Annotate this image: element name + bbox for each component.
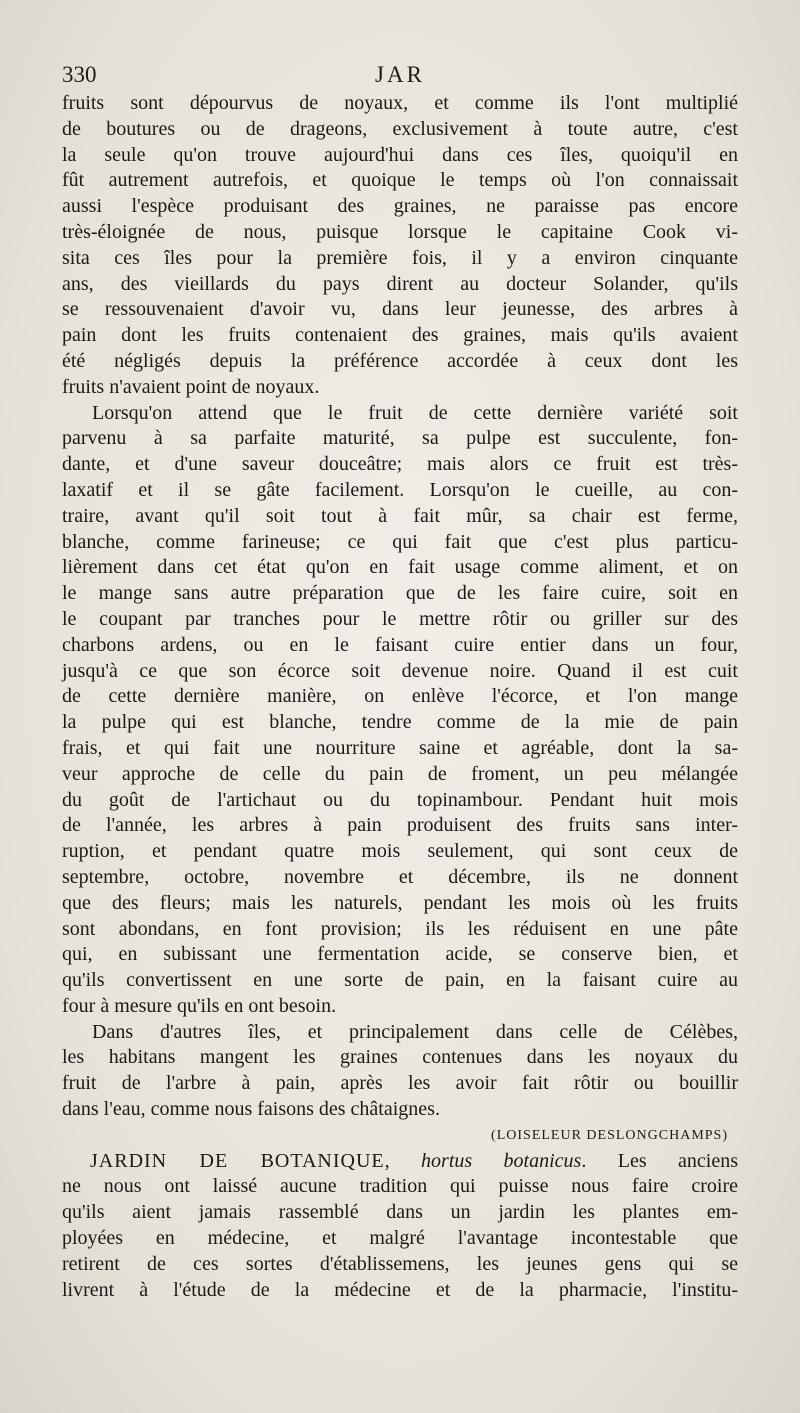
text-line: fruit de l'arbre à pain, après les avoir fait rôtir ou bouillir [62,1072,738,1095]
text-line: se ressouvenaient d'avoir vu, dans leur jeunesse, des arbres à [62,298,738,321]
text-line: sita ces îles pour la première fois, il y a environ cinquante [62,246,738,269]
text-line: le coupant par tranches pour le mettre rôtir ou griller sur des [62,607,738,630]
text-line: très-éloignée de nous, puisque lorsque le capitaine Cook vi- [62,220,738,243]
text-line: fruits sont dépourvus de noyaux, et comme ils l'ont multiplié [62,92,738,114]
text-line: le mange sans autre préparation que de les faire cuire, soit en [62,582,738,605]
text-line: fruits n'avaient point de noyaux. [62,375,320,398]
text-line: ne nous ont laissé aucune tradition qui puisse nous faire croire [62,1175,738,1198]
text-line: qu'ils aient jamais rassemblé dans un jardin les plantes em- [62,1201,738,1224]
text-line: veur approche de celle du pain de froment, un peu mélangée [62,762,738,785]
text-line: parvenu à sa parfaite maturité, sa pulpe est succulente, fon- [62,427,738,450]
text-line: charbons ardens, ou en le faisant cuire entier dans un four, [62,633,738,656]
text-line: les habitans mangent les graines contenues dans les noyaux du [62,1046,738,1069]
text-line: de boutures ou de drageons, exclusivement à toute autre, c'est [62,117,738,140]
text-line: blanche, comme farineuse; ce qui fait que c'est plus particu- [62,530,738,553]
text-line: Dans d'autres îles, et principalement dans celle de Célèbes, [92,1020,738,1043]
text-line: ans, des vieillards du pays dirent au docteur Solander, qu'ils [62,272,738,295]
entry-separator: , [384,1149,422,1172]
text-line: ployées en médecine, et malgré l'avantage incontestable que [62,1227,738,1250]
page-header [62,62,738,92]
text-line: livrent à l'étude de la médecine et de la pharmacie, l'institu- [62,1278,738,1301]
page-text [62,91,738,1303]
text-line: dans l'eau, comme nous faisons des châtaignes. [62,1098,440,1121]
text-line: traire, avant qu'il soit tout à fait mûr, sa chair est ferme, [62,504,738,527]
text-line: dante, et d'une saveur douceâtre; mais alors ce fruit est très- [62,453,738,476]
text-line: pain dont les fruits contenaient des graines, mais qu'ils avaient [62,324,738,347]
text-line: septembre, octobre, novembre et décembre, ils ne donnent [62,865,738,888]
text-line: que des fleurs; mais les naturels, pendant les mois où les fruits [62,891,738,914]
text-line: laxatif et il se gâte facilement. Lorsqu'on le cueille, au con- [62,478,738,501]
text-line: la seule qu'on trouve aujourd'hui dans ces îles, quoiqu'il en [62,143,738,166]
text-line: sont abondans, en font provision; ils les réduisent en une pâte [62,917,738,940]
text-line: frais, et qui fait une nourriture saine et agréable, dont la sa- [62,736,738,759]
entry-heading-line [62,1149,738,1175]
entry-first-line-rest: . Les anciens [581,1149,738,1172]
text-line: four à mesure qu'ils en ont besoin. [62,994,337,1017]
text-line: la pulpe qui est blanche, tendre comme de la mie de pain [62,711,738,734]
text-line: retirent de ces sortes d'établissemens, les jeunes gens qui se [62,1252,738,1275]
text-line: de cette dernière manière, on enlève l'écorce, et l'on mange [62,685,738,708]
text-line: fût autrement autrefois, et quoique le temps où l'on connaissait [62,169,738,192]
text-line: lièrement dans cet état qu'on en fait usage comme aliment, et on [62,556,738,579]
text-line: qui, en subissant une fermentation acide, se conserve bien, et [62,943,738,966]
text-line: été négligés depuis la préférence accordée à ceux dont les [62,349,738,372]
text-line: Lorsqu'on attend que le fruit de cette dernière variété soit [92,401,738,424]
text-line: ruption, et pendant quatre mois seulement, qui sont ceux de [62,840,738,863]
text-line: de l'année, les arbres à pain produisent des fruits sans inter- [62,814,738,837]
page-number: 330 [62,62,97,87]
text-line: du goût de l'artichaut ou du topinambour. Pendant huit mois [62,788,738,811]
entry-title: JARDIN DE BOTANIQUE [90,1149,385,1172]
text-line: qu'ils convertissent en une sorte de pain, en la faisant cuire au [62,969,738,992]
entry-latin-name: hortus botanicus [421,1149,582,1172]
text-line: aussi l'espèce produisant des graines, ne paraisse pas encore [62,195,738,218]
running-head: JAR [375,62,425,87]
text-line: jusqu'à ce que son écorce soit devenue noire. Quand il est cuit [62,659,738,682]
author-signature: (LOISELEUR DESLONGCHAMPS) [491,1127,728,1143]
